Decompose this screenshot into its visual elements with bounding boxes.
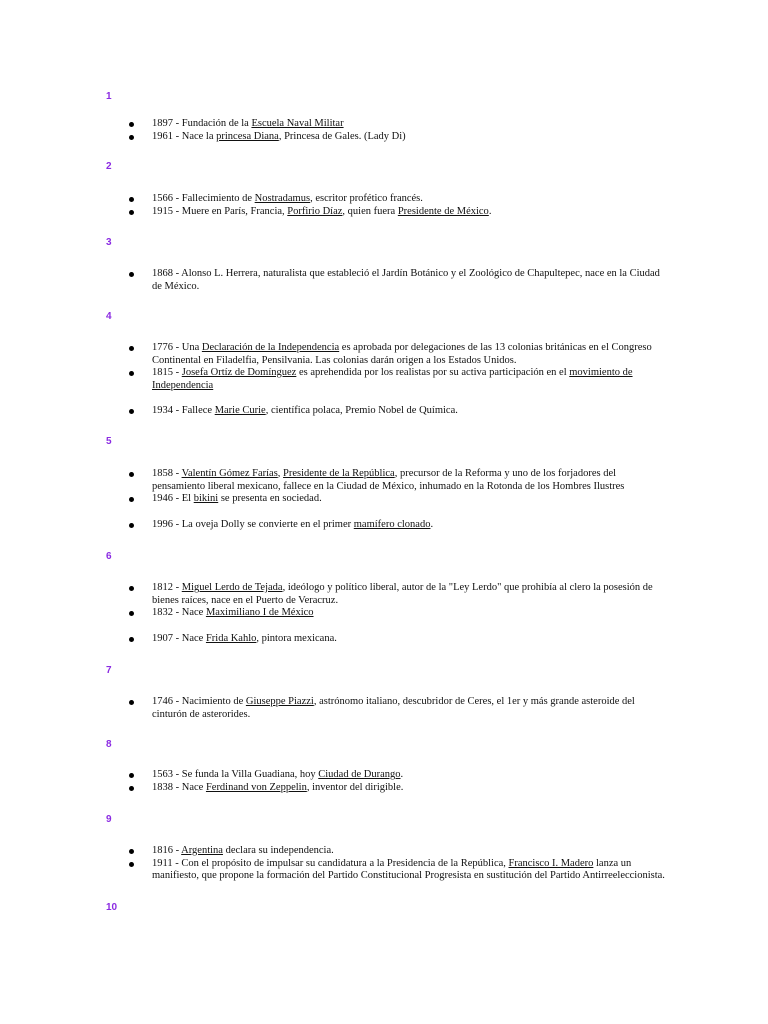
event-list-7 <box>126 696 666 721</box>
event-text: 1566 - Fallecimiento de <box>152 193 255 204</box>
event-text: 1858 - <box>152 468 182 479</box>
event-item <box>126 468 666 493</box>
event-text: , quien fuera <box>342 205 398 217</box>
event-text: 1996 - La oveja Dolly se convierte en el primer <box>152 518 354 530</box>
event-item <box>126 845 666 858</box>
event-item <box>126 367 666 392</box>
event-text: , pintora mexicana. <box>256 632 337 644</box>
event-item <box>126 405 666 418</box>
event-item <box>126 342 666 367</box>
event-text: 1812 - <box>152 582 182 593</box>
event-text: 1815 - <box>152 367 182 378</box>
event-text: . <box>430 518 434 530</box>
event-item <box>126 519 666 532</box>
event-text: 1563 - Se funda la Villa Guadiana, hoy <box>152 769 319 780</box>
event-list-2 <box>126 193 666 218</box>
event-text: 1915 - Muere en París, Francia, <box>152 205 288 217</box>
event-link[interactable]: Valentín Gómez Farías <box>181 468 278 479</box>
event-item <box>126 696 666 721</box>
event-link[interactable]: Presidente de la República <box>283 468 395 479</box>
day-heading-7: 7 <box>106 665 112 676</box>
event-list-6 <box>126 582 666 645</box>
event-item <box>126 858 666 883</box>
day-heading-10: 10 <box>106 902 118 913</box>
event-text: es aprobada por delegaciones de las 13 colonias británicas en el Congreso Continental en Filadelfia, Pensilvania. Las colonias darán origen a los Estados Unidos. <box>152 342 652 366</box>
event-link[interactable]: mamífero clonado <box>353 518 431 530</box>
event-link[interactable]: Marie Curie <box>214 405 266 416</box>
event-item <box>126 193 666 206</box>
event-text: 1776 - Una <box>152 342 202 353</box>
event-text: , Princesa de Gales. (Lady Di) <box>278 130 406 142</box>
event-text: . <box>488 205 492 217</box>
event-item <box>126 782 666 795</box>
event-link[interactable]: Frida Kahlo <box>205 632 257 644</box>
event-link[interactable]: Declaración de la Independencia <box>201 342 340 353</box>
event-text: 1934 - Fallece <box>152 405 215 416</box>
event-link[interactable]: bikini <box>193 493 219 504</box>
event-link[interactable]: Presidente de México <box>397 205 489 217</box>
event-link[interactable]: Francisco I. Madero <box>508 857 594 869</box>
event-link[interactable]: Miguel Lerdo de Tejada <box>181 582 283 593</box>
day-heading-8: 8 <box>106 739 112 750</box>
event-text: 1961 - Nace la <box>152 130 217 142</box>
event-text: , precursor de la Reforma y uno de los forjadores del pensamiento liberal mexicano, fallece en la Ciudad de México, inhumado en la Rotonda de los Hombres Ilustres <box>152 468 625 492</box>
event-text: , astrónomo italiano, descubridor de Ceres, el 1er y más grande asteroide del cinturón de asterorides. <box>152 696 635 720</box>
event-link[interactable]: Giuseppe Piazzi <box>245 696 314 707</box>
event-list-5 <box>126 468 666 531</box>
event-link[interactable]: Nostradamus <box>254 193 311 204</box>
event-item <box>126 607 666 620</box>
event-list-1 <box>126 118 666 143</box>
event-link[interactable]: Ferdinand von Zeppelin <box>205 781 307 793</box>
event-list-8 <box>126 769 666 794</box>
event-text: 1946 - El <box>152 493 194 504</box>
event-item <box>126 131 666 144</box>
event-list-9 <box>126 845 666 883</box>
event-link[interactable]: princesa Diana <box>216 130 279 142</box>
event-text: es aprehendida por los realistas por su activa participación en el <box>296 367 570 378</box>
day-heading-1: 1 <box>106 91 112 102</box>
event-text: 1897 - Fundación de la <box>152 118 252 129</box>
event-item <box>126 633 666 646</box>
event-text: declara su independencia. <box>222 845 334 856</box>
event-item <box>126 268 666 293</box>
event-text: 1746 - Nacimiento de <box>152 696 246 707</box>
day-heading-3: 3 <box>106 237 112 248</box>
event-text: 1907 - Nace <box>152 632 206 644</box>
event-list-4 <box>126 342 666 418</box>
day-heading-4: 4 <box>106 311 112 322</box>
event-link[interactable]: Josefa Ortíz de Domínguez <box>181 367 297 378</box>
event-text: , escritor profético francés. <box>310 193 423 204</box>
event-text: 1838 - Nace <box>152 781 206 793</box>
day-heading-6: 6 <box>106 551 112 562</box>
event-item <box>126 582 666 607</box>
event-item <box>126 769 666 782</box>
event-link[interactable]: Escuela Naval Militar <box>251 118 344 129</box>
event-text: se presenta en sociedad. <box>218 493 322 504</box>
event-link[interactable]: Porfirio Díaz <box>287 205 343 217</box>
event-text: 1911 - Con el propósito de impulsar su candidatura a la Presidencia de la República, <box>152 857 509 869</box>
event-item <box>126 206 666 219</box>
day-heading-2: 2 <box>106 161 112 172</box>
event-list-3 <box>126 268 666 293</box>
event-text: , ideólogo y político liberal, autor de la "Ley Lerdo" que prohibía al clero la posesión de bienes raíces, nace en el Puerto de Veracruz. <box>152 582 653 606</box>
event-link[interactable]: Maximiliano I de México <box>205 607 314 618</box>
day-heading-5: 5 <box>106 436 112 447</box>
event-text: , <box>277 468 284 479</box>
event-text: 1868 - Alonso L. Herrera, naturalista que estableció el Jardín Botánico y el Zoológico de Chapultepec, nace en la Ciudad de México. <box>152 268 660 292</box>
event-item <box>126 493 666 506</box>
event-text: 1832 - Nace <box>152 607 206 618</box>
event-text: 1816 - <box>152 845 182 856</box>
day-heading-9: 9 <box>106 814 112 825</box>
event-link[interactable]: movimiento de Independencia <box>152 367 633 391</box>
event-text: lanza un manifiesto, que propone la formación del Partido Constitucional Progresista en sustitución del Partido Antirreeleccionista. <box>152 857 665 881</box>
event-text: . <box>400 769 404 780</box>
event-item <box>126 118 666 131</box>
event-link[interactable]: Ciudad de Durango <box>318 769 401 780</box>
event-link[interactable]: Argentina <box>181 845 223 856</box>
event-text: , inventor del dirigible. <box>306 781 404 793</box>
event-text: , científica polaca, Premio Nobel de Química. <box>265 405 458 416</box>
